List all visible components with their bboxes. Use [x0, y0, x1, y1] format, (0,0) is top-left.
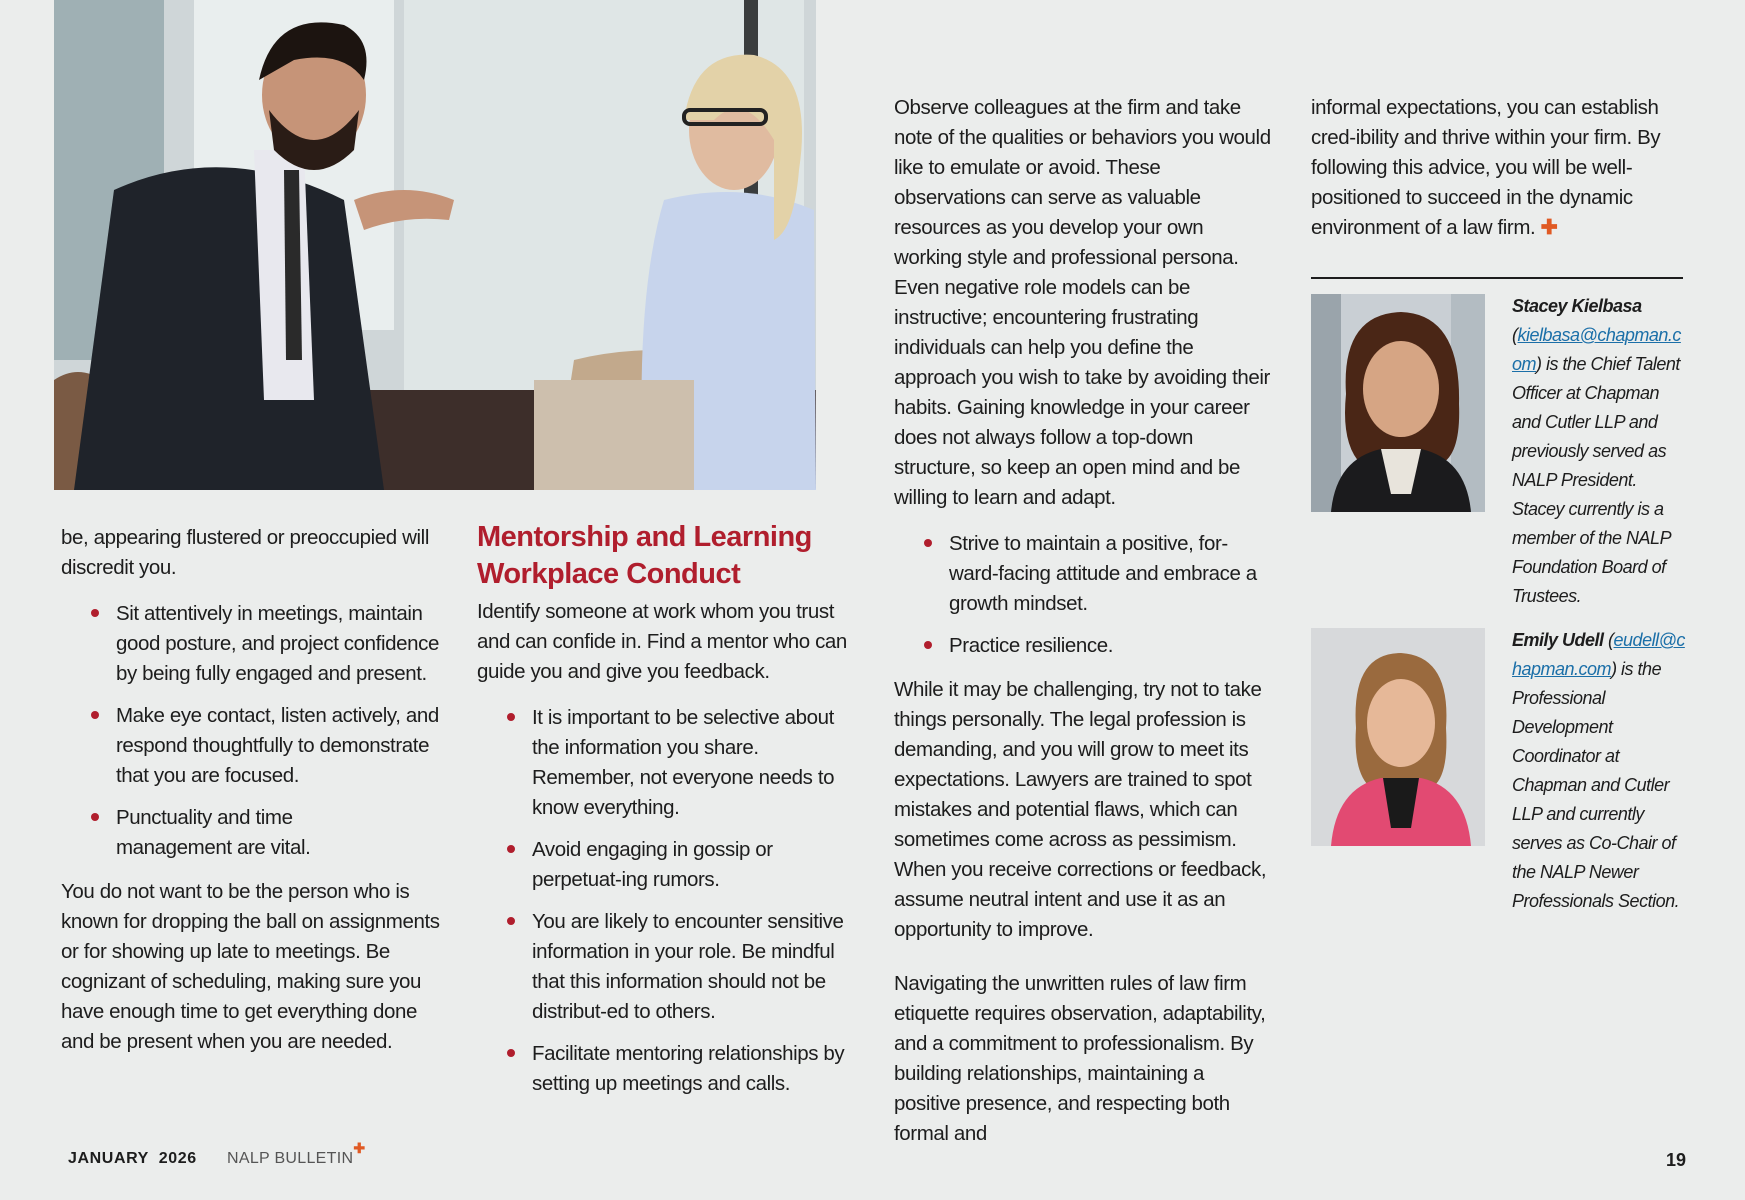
col1-bullet-list [61, 599, 451, 863]
col2-intro: Identify someone at work whom you trust and can confide in. Find a mentor who can guide you and give you feedback. [477, 600, 847, 683]
list-item: Make eye contact, listen actively, and respond thoughtfully to demonstrate that you are focused. [61, 701, 451, 791]
list-item: Facilitate mentoring relationships by setting up meetings and calls. [477, 1039, 857, 1099]
column-2 [477, 519, 857, 1113]
bullet-dot [924, 641, 932, 649]
col4-para: informal expectations, you can establish cred-ibility and thrive within your firm. By following this advice, you will be well-positioned to succeed in the dynamic environment of a law firm. ✚ [1311, 96, 1661, 239]
list-item: Avoid engaging in gossip or perpetuat-ing rumors. [477, 835, 857, 895]
column-4 [1311, 93, 1683, 259]
author-bio-stacey: Stacey Kielbasa (kielbasa@chapman.com) is the Chief Talent Officer at Chapman and Cutler LLP and previously served as NALP President. Stacey currently is a member of the NALP Foundation Board of Trustees. [1512, 296, 1681, 606]
col1-closing: You do not want to be the person who is known for dropping the ball on assignments or for showing up late to meetings. Be cognizant of scheduling, making sure you have enough time to get everything done and be present when you are needed. [61, 880, 440, 1053]
list-item: Punctuality and time management are vital. [61, 803, 451, 863]
email-link[interactable]: eudell@chapman.com [1512, 630, 1685, 679]
author-name: Emily Udell [1512, 630, 1604, 650]
meeting-photo [54, 0, 816, 490]
author-name: Stacey Kielbasa [1512, 296, 1642, 316]
email-link[interactable]: kielbasa@chapman.com [1512, 325, 1681, 374]
bullet-dot [91, 609, 99, 617]
bullet-dot [507, 845, 515, 853]
author-photo-stacey [1311, 294, 1485, 512]
footer-date: JANUARY 2026 [68, 1150, 197, 1167]
list-item: It is important to be selective about the information you share. Remember, not everyone needs to know everything. [477, 703, 857, 823]
list-item: Strive to maintain a positive, for-ward-facing attitude and embrace a growth mindset. [894, 529, 1272, 619]
bullet-dot [91, 711, 99, 719]
col3-para1: Observe colleagues at the firm and take note of the qualities or behaviors you would like to emulate or avoid. These observations can serve as valuable resources as you develop your own working style and professional persona. Even negative role models can be instructive; encountering frustrating individuals can help you define the approach you wish to take by avoiding their habits. Gaining knowledge in your career does not always follow a top-down structure, so keep an open mind and be willing to learn and adapt. [894, 96, 1271, 509]
col3-para2: While it may be challenging, try not to take things personally. The legal profession is demanding, and you will grow to meet its expectations. Lawyers are trained to spot mistakes and potential flaws, which can sometimes come across as pessimism. When you receive corrections or feedback, assume neutral intent and use it as an opportunity to improve. [894, 678, 1267, 941]
bullet-dot [924, 539, 932, 547]
section-heading: Mentorship and Learning Workplace Conduct [477, 521, 812, 590]
footer-publication: NALP BULLETIN✚ [227, 1140, 366, 1167]
author-bio-emily: Emily Udell (eudell@chapman.com) is the Professional Development Coordinator at Chapman and Cutler LLP and currently serves as Co-Chair of the NALP Newer Professionals Section. [1512, 630, 1685, 911]
plus-icon: ✚ [353, 1140, 366, 1156]
column-1 [61, 523, 451, 1073]
bullet-dot [507, 917, 515, 925]
author-photo-emily [1311, 628, 1485, 846]
list-item: Sit attentively in meetings, maintain good posture, and project confidence by being fully engaged and present. [61, 599, 451, 689]
list-item: You are likely to encounter sensitive information in your role. Be mindful that this information should not be distribut-ed to others. [477, 907, 857, 1027]
col1-intro: be, appearing flustered or preoccupied will discredit you. [61, 526, 429, 579]
column-3 [894, 93, 1272, 1165]
col2-bullet-list [477, 703, 857, 1099]
bullet-dot [507, 1049, 515, 1057]
col3-bullet-list [894, 529, 1272, 661]
divider-rule [1311, 277, 1683, 279]
page-number: 19 [1666, 1150, 1687, 1170]
col3-para3: Navigating the unwritten rules of law firm etiquette requires observation, adaptability, and a commitment to professionalism. By building relationships, maintaining a positive presence, and respecting both formal and [894, 972, 1266, 1145]
bullet-dot [91, 813, 99, 821]
end-mark-icon: ✚ [1540, 216, 1558, 239]
bullet-dot [507, 713, 515, 721]
list-item: Practice resilience. [894, 631, 1272, 661]
